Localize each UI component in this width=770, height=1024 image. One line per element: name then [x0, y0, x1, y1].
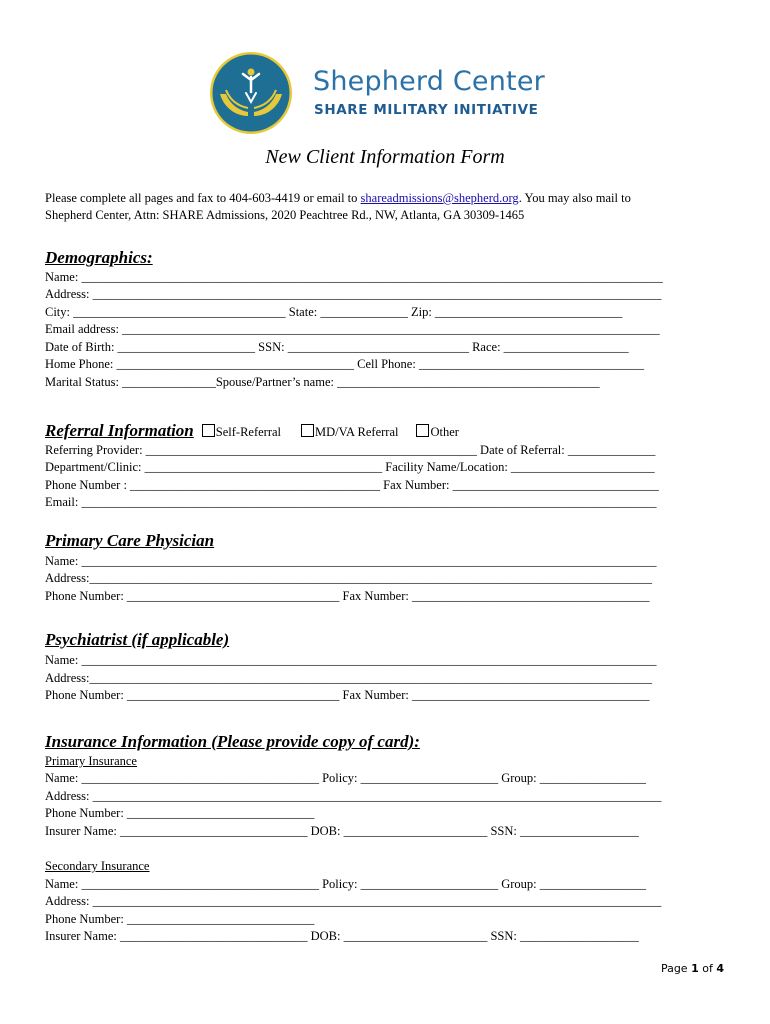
section-heading-insurance: Insurance Information (Please provide copy of card): [45, 732, 420, 751]
section-heading-psychiatrist: Psychiatrist (if applicable) [45, 630, 230, 649]
logo [206, 50, 576, 136]
field-dob-ssn-race[interactable]: Date of Birth: ______________________ SSN: _____________________________ Race: ____________________ [45, 340, 629, 354]
page-word: Page [660, 962, 688, 975]
field-referring-provider[interactable]: Referring Provider: _____________________________________________________ Date of Referral: ______________ [45, 443, 656, 457]
logo-title: Shepherd Center [313, 66, 545, 97]
field-referral-phone-fax[interactable]: Phone Number : ________________________________________ Fax Number: _________________________________ [45, 478, 659, 492]
field-secondary-ins-address[interactable]: Address: ___________________________________________________________________________________________ [45, 894, 662, 908]
field-primary-insurer[interactable]: Insurer Name: ______________________________ DOB: _______________________ SSN: ___________________ [45, 824, 639, 838]
secondary-insurance-label: Secondary Insurance [45, 859, 150, 873]
section-heading-demographics: Demographics: [45, 248, 153, 267]
section-heading-referral: Referral Information [45, 421, 194, 440]
field-referral-email[interactable]: Email: ____________________________________________________________________________________________ [45, 495, 657, 509]
field-primary-ins-address[interactable]: Address: ___________________________________________________________________________________________ [45, 789, 662, 803]
form-title: New Client Information Form [265, 146, 505, 168]
primary-insurance-label: Primary Insurance [45, 754, 137, 768]
section-heading-primary-care: Primary Care Physician [45, 531, 215, 550]
field-secondary-insurer[interactable]: Insurer Name: ______________________________ DOB: _______________________ SSN: ___________________ [45, 929, 639, 943]
referral-header-row [45, 421, 459, 441]
field-address[interactable]: Address: ___________________________________________________________________________________________ [45, 287, 662, 301]
field-marital-spouse[interactable]: Marital Status: _______________Spouse/Partner’s name: __________________________________________ [45, 375, 600, 389]
field-pcp-address[interactable]: Address:__________________________________________________________________________________________ [45, 571, 652, 585]
page-current: 1 [691, 962, 699, 975]
field-department-facility[interactable]: Department/Clinic: ______________________________________ Facility Name/Location: _______________________ [45, 460, 655, 474]
field-primary-ins-phone[interactable]: Phone Number: ______________________________ [45, 806, 315, 820]
checkbox-box[interactable] [416, 424, 429, 437]
page-number [661, 962, 724, 975]
checkbox-label: Other [430, 425, 459, 439]
of-word: of [702, 962, 713, 975]
checkbox-box[interactable] [202, 424, 215, 437]
checkbox-box[interactable] [301, 424, 314, 437]
field-psych-address[interactable]: Address:__________________________________________________________________________________________ [45, 671, 652, 685]
field-psych-phone-fax[interactable]: Phone Number: __________________________________ Fax Number: ______________________________________ [45, 688, 650, 702]
field-name[interactable]: Name: _____________________________________________________________________________________________ [45, 270, 663, 284]
checkbox-md-va-referral[interactable] [301, 425, 398, 439]
field-email[interactable]: Email address: ______________________________________________________________________________________ [45, 322, 660, 336]
email-link[interactable]: shareadmissions@shepherd.org [360, 191, 519, 205]
intro-line-1 [45, 191, 631, 205]
field-pcp-name[interactable]: Name: ____________________________________________________________________________________________ [45, 554, 657, 568]
page-total: 4 [716, 962, 724, 975]
checkbox-other[interactable] [416, 425, 458, 439]
logo-subtitle: SHARE MILITARY INITIATIVE [314, 102, 539, 118]
intro-line-2: Shepherd Center, Attn: SHARE Admissions, 2020 Peachtree Rd., NW, Atlanta, GA 30309-1465 [45, 208, 525, 222]
field-secondary-ins-name[interactable]: Name: ______________________________________ Policy: ______________________ Group: _________________ [45, 877, 647, 891]
field-primary-ins-name[interactable]: Name: ______________________________________ Policy: ______________________ Group: _________________ [45, 771, 647, 785]
shepherd-logo-emblem-icon [206, 50, 296, 136]
field-secondary-ins-phone[interactable]: Phone Number: ______________________________ [45, 912, 315, 926]
checkbox-label: Self-Referral [215, 425, 282, 439]
intro-text: Please complete all pages and fax to 404-603-4419 or email to [45, 191, 361, 205]
field-phones[interactable]: Home Phone: ______________________________________ Cell Phone: ____________________________________ [45, 357, 644, 371]
checkbox-self-referral[interactable] [202, 425, 281, 439]
checkbox-label: MD/VA Referral [315, 425, 399, 439]
intro-text-end: . You may also mail to [518, 191, 631, 205]
field-psych-name[interactable]: Name: ____________________________________________________________________________________________ [45, 653, 657, 667]
field-city-state-zip[interactable]: City: __________________________________ State: ______________ Zip: ______________________________ [45, 305, 623, 319]
field-pcp-phone-fax[interactable]: Phone Number: __________________________________ Fax Number: ______________________________________ [45, 589, 650, 603]
